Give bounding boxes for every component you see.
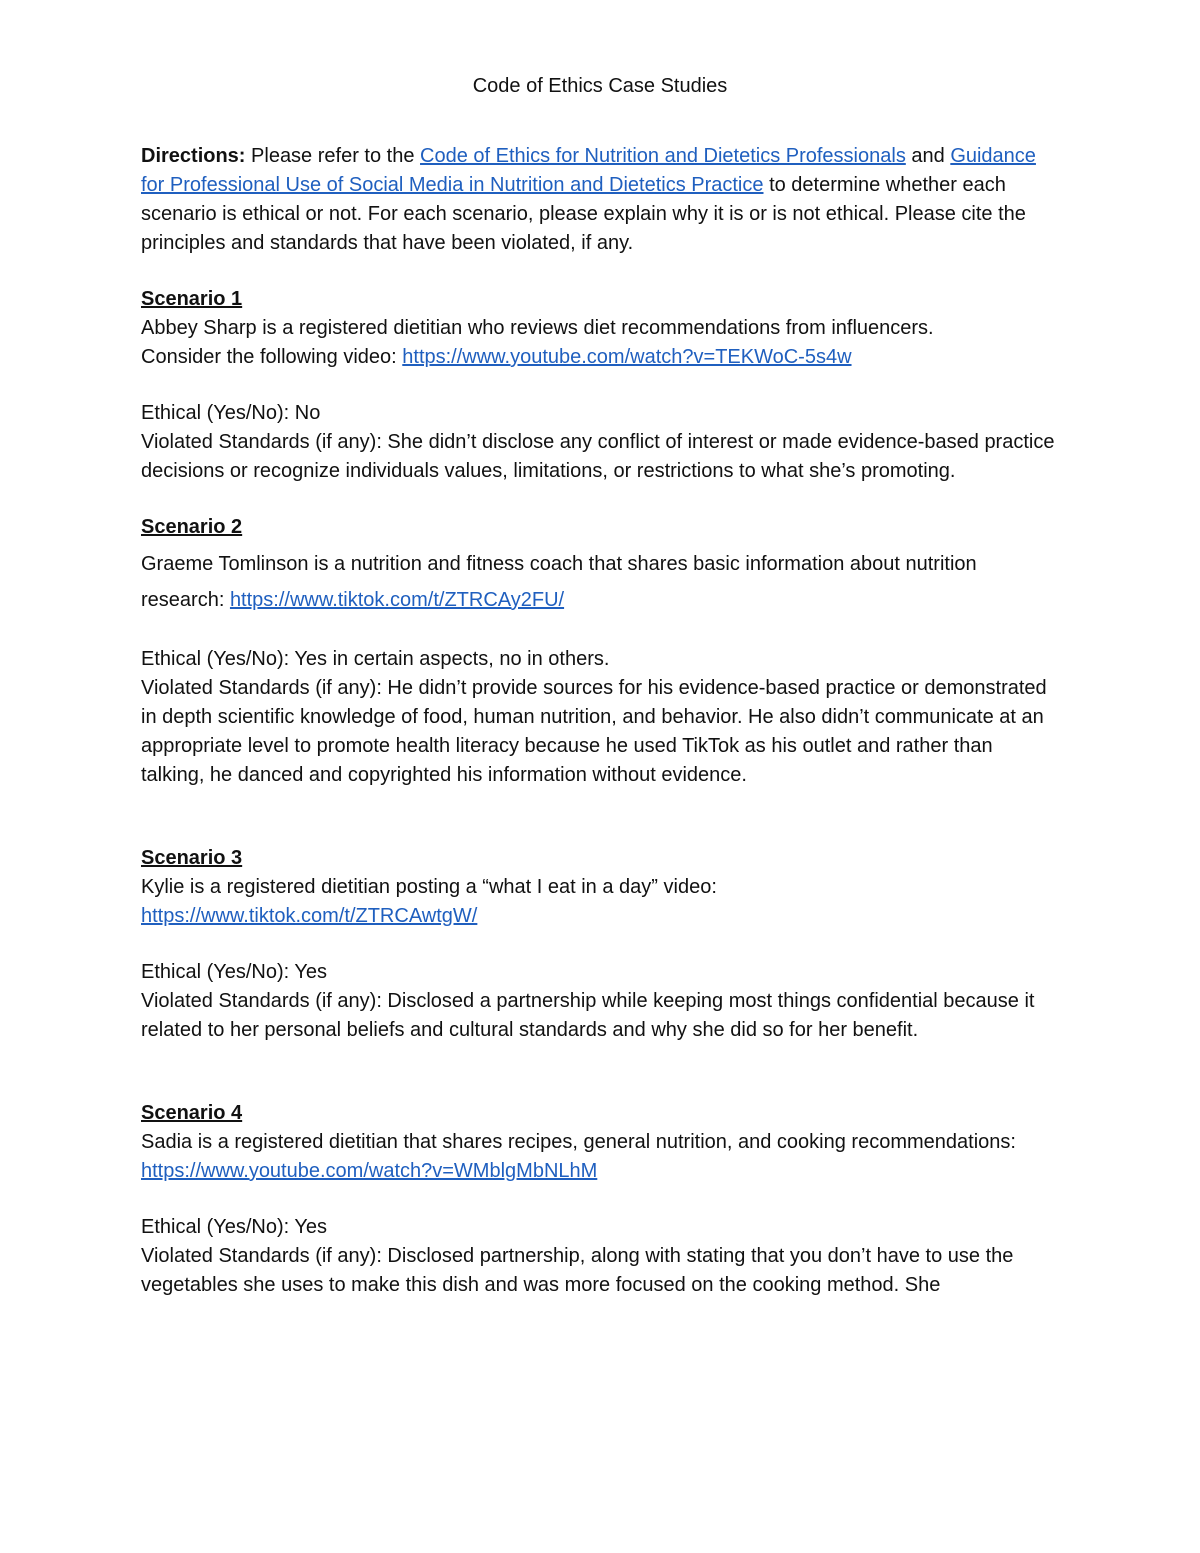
directions-text-2: and [911, 145, 945, 167]
ethical-answer: Ethical (Yes/No): Yes [141, 1216, 328, 1238]
document-body [141, 142, 1061, 1300]
scenario-video-line [141, 343, 1061, 372]
directions-text-3: to determine whether each scenario is ethical or not. For each scenario, please explain why it is or is not ethical. Please cite the principles and standards that have been violated, if any. [141, 174, 1026, 254]
scenario-1 [141, 285, 1061, 486]
scenario-2-video-link[interactable]: https://www.tiktok.com/t/ZTRCAy2FU/ [229, 589, 565, 611]
scenario-3-video-link[interactable]: https://www.tiktok.com/t/ZTRCAwtgW/ [141, 905, 478, 927]
ethical-answer: Ethical (Yes/No): No [141, 402, 321, 424]
scenario-description: Kylie is a registered dietitian posting a “what I eat in a day” video: [141, 876, 717, 898]
violated-standards: Violated Standards (if any): He didn’t provide sources for his evidence-based practice or demonstrated in depth scientific knowledge of food, human nutrition, and behavior. He also didn’t communicate at an appropriate level to promote health literacy because he used TikTok as his outlet and rather than talking, he danced and copyrighted his information without evidence. [141, 677, 1047, 786]
directions-label: Directions: [141, 145, 246, 167]
violated-standards: Violated Standards (if any): She didn’t disclose any conflict of interest or made evidence-based practice decisions or recognize individuals values, limitations, or restrictions to what she’s promoting. [141, 431, 1055, 482]
scenario-heading: Scenario 4 [141, 1102, 243, 1124]
scenario-4 [141, 1099, 1061, 1300]
directions-text-1: Please refer to the [251, 145, 415, 167]
scenario-4-video-link[interactable]: https://www.youtube.com/watch?v=WMblgMbNLhM [141, 1160, 598, 1182]
scenario-1-video-link[interactable]: https://www.youtube.com/watch?v=TEKWoC-5s4w [402, 346, 852, 368]
video-prefix: Consider the following video: [141, 346, 397, 368]
ethical-answer: Ethical (Yes/No): Yes in certain aspects, no in others. [141, 648, 610, 670]
scenario-heading: Scenario 3 [141, 847, 243, 869]
directions-paragraph [141, 142, 1061, 258]
ethical-answer: Ethical (Yes/No): Yes [141, 961, 328, 983]
scenario-description-with-link [141, 546, 1061, 618]
scenario-link-line [141, 902, 1061, 931]
scenario-3 [141, 844, 1061, 1045]
scenario-heading: Scenario 2 [141, 516, 243, 538]
scenario-description: Sadia is a registered dietitian that shares recipes, general nutrition, and cooking recommendations: [141, 1131, 1016, 1153]
scenario-description: Abbey Sharp is a registered dietitian who reviews diet recommendations from influencers. [141, 317, 934, 339]
scenario-heading: Scenario 1 [141, 288, 243, 310]
document-title: Code of Ethics Case Studies [472, 75, 728, 97]
violated-standards: Violated Standards (if any): Disclosed partnership, along with stating that you don’t have to use the vegetables she uses to make this dish and was more focused on the cooking method. She [141, 1245, 1014, 1296]
scenario-2 [141, 513, 1061, 790]
violated-standards: Violated Standards (if any): Disclosed a partnership while keeping most things confidential because it related to her personal beliefs and cultural standards and why she did so for her benefit. [141, 990, 1035, 1041]
social-media-guidance-link[interactable]: Guidance for Professional Use of Social Media in Nutrition and Dietetics Practice [141, 145, 1036, 196]
code-of-ethics-link[interactable]: Code of Ethics for Nutrition and Dietetics Professionals [420, 145, 906, 167]
scenario-description-with-link [141, 1128, 1061, 1186]
scenario-description: Graeme Tomlinson is a nutrition and fitness coach that shares basic information about nutrition research: [141, 553, 977, 611]
